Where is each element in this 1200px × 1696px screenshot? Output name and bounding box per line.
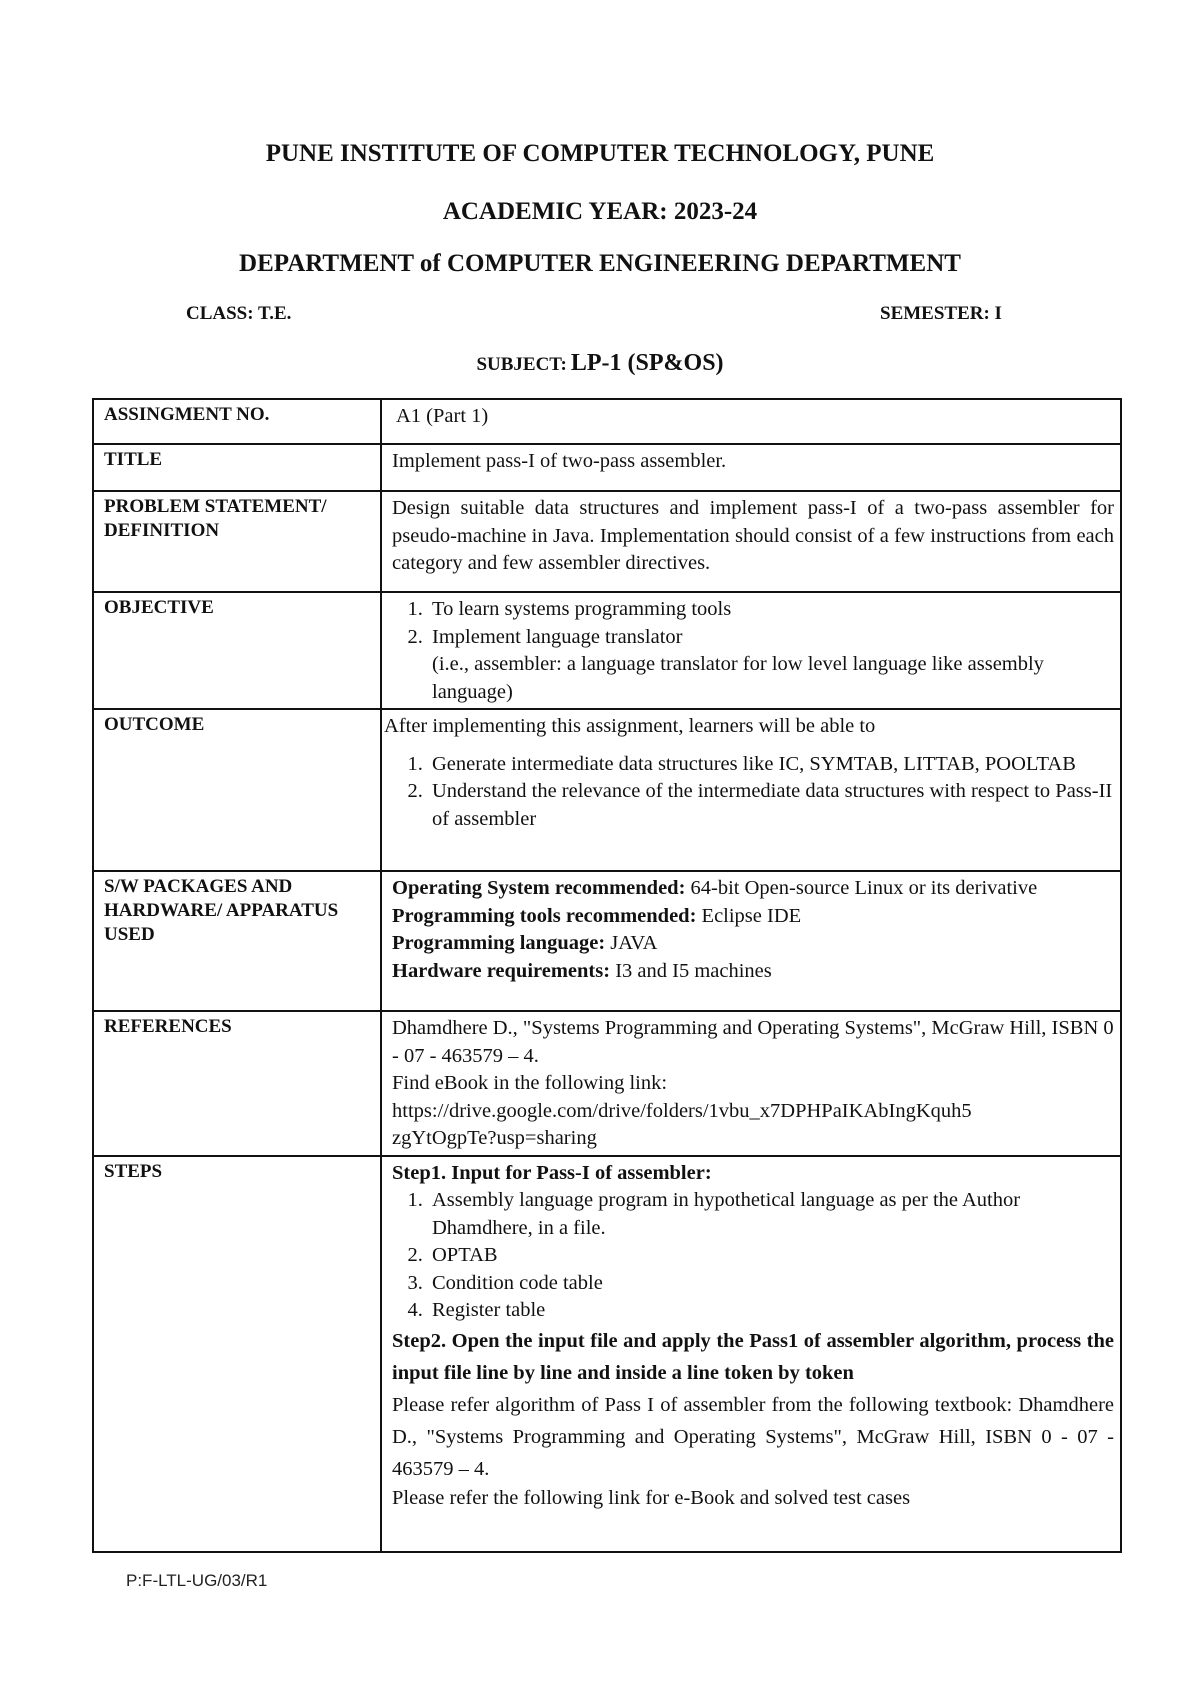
objective-value	[381, 592, 1121, 709]
department-name: DEPARTMENT of COMPUTER ENGINEERING DEPARTMENT	[239, 250, 961, 277]
table-row	[93, 871, 1121, 1011]
list-item: 4. Register table	[428, 1297, 1114, 1325]
language-line	[392, 930, 1114, 958]
table-row	[93, 1156, 1121, 1552]
software-label-line2: HARDWARE/ APPARATUS	[104, 900, 339, 921]
table-row	[93, 491, 1121, 592]
ebook-text: Find eBook in the following link:	[392, 1072, 668, 1094]
objective-list	[392, 596, 1114, 651]
software-value	[381, 871, 1121, 1011]
tools-line	[392, 903, 1114, 931]
title-value: Implement pass-I of two-pass assembler.	[381, 444, 1121, 491]
step2-text: Please refer algorithm of Pass I of assembler from the following textbook: Dhamdhere D., "Systems Programming and Operating Systems", McGraw Hill, ISBN 0 - 07 - 463579 – 4.	[392, 1393, 1114, 1480]
table-row	[93, 444, 1121, 491]
software-label-line1: S/W PACKAGES AND	[104, 876, 293, 897]
objective-item2-continuation: (i.e., assembler: a language translator for low level language like assembly language)	[432, 653, 1044, 703]
list-item: 2. Understand the relevance of the intermediate data structures with respect to Pass-II of assembler	[428, 778, 1114, 833]
step2-link-text: Please refer the following link for e-Book and solved test cases	[392, 1486, 911, 1509]
list-item: 1. Assembly language program in hypothetical language as per the Author Dhamdhere, in a file.	[428, 1187, 1114, 1242]
tools-value: Eclipse IDE	[701, 904, 802, 927]
problem-label-line2: DEFINITION	[104, 520, 220, 541]
reference-citation: Dhamdhere D., "Systems Programming and Operating Systems", McGraw Hill, ISBN 0 - 07 - 463579 – 4.	[392, 1017, 1114, 1067]
outcome-intro: After implementing this assignment, learners will be able to	[384, 715, 876, 737]
list-item: 3. Condition code table	[428, 1270, 1114, 1298]
problem-label-line1: PROBLEM STATEMENT/	[104, 496, 327, 517]
os-label: Operating System recommended:	[392, 877, 686, 899]
outcome-label: OUTCOME	[93, 709, 381, 871]
table-row	[93, 399, 1121, 444]
hardware-value: I3 and I5 machines	[615, 959, 772, 982]
references-value	[381, 1011, 1121, 1156]
class-label: CLASS: T.E.	[186, 303, 292, 324]
subject-line	[0, 350, 1200, 377]
hardware-label: Hardware requirements:	[392, 959, 611, 982]
os-line	[392, 875, 1114, 903]
outcome-value	[381, 709, 1121, 871]
step1-heading: Step1. Input for Pass-I of assembler:	[392, 1161, 712, 1184]
step2-heading: Step2. Open the input file and apply the Pass1 of assembler algorithm, process the input file line by line and inside a line token by token	[392, 1329, 1114, 1384]
list-item: 1. Generate intermediate data structures like IC, SYMTAB, LITTAB, POOLTAB	[428, 751, 1114, 779]
ebook-link-line1[interactable]: https://drive.google.com/drive/folders/1vbu_x7DPHPaIKAbIngKquh5	[392, 1099, 972, 1122]
language-value: JAVA	[610, 932, 658, 954]
objective-label: OBJECTIVE	[93, 592, 381, 709]
problem-value: Design suitable data structures and implement pass-I of a two-pass assembler for pseudo-machine in Java. Implementation should consist of a few instructions from each category and few assembler directives.	[381, 491, 1121, 592]
assignment-table	[92, 398, 1122, 1553]
steps-label: STEPS	[93, 1156, 381, 1552]
software-label-line3: USED	[104, 924, 155, 945]
tools-label: Programming tools recommended:	[392, 904, 697, 927]
hardware-line	[392, 958, 1114, 986]
document-code: P:F-LTL-UG/03/R1	[126, 1571, 268, 1590]
subject-label: SUBJECT:	[476, 354, 567, 375]
subject-value: LP-1 (SP&OS)	[570, 350, 724, 376]
assignment-no-label: ASSINGMENT NO.	[93, 399, 381, 444]
ebook-link-line2[interactable]: zgYtOgpTe?usp=sharing	[392, 1127, 597, 1149]
step1-list	[392, 1187, 1114, 1325]
table-row	[93, 709, 1121, 871]
os-value: 64-bit Open-source Linux or its derivative	[690, 877, 1038, 899]
steps-value	[381, 1156, 1121, 1552]
references-label: REFERENCES	[93, 1011, 381, 1156]
table-row	[93, 1011, 1121, 1156]
problem-label	[93, 491, 381, 592]
institute-name: PUNE INSTITUTE OF COMPUTER TECHNOLOGY, PUNE	[265, 140, 935, 167]
list-item: 2. Implement language translator	[428, 624, 1114, 652]
list-item: 2. OPTAB	[428, 1242, 1114, 1270]
semester-label: SEMESTER: I	[880, 303, 1002, 324]
language-label: Programming language:	[392, 932, 606, 954]
title-label: TITLE	[93, 444, 381, 491]
outcome-list	[384, 751, 1114, 834]
academic-year: ACADEMIC YEAR: 2023-24	[442, 198, 758, 225]
list-item: 1. To learn systems programming tools	[428, 596, 1114, 624]
software-label	[93, 871, 381, 1011]
assignment-no-value: A1 (Part 1)	[381, 399, 1121, 444]
table-row	[93, 592, 1121, 709]
